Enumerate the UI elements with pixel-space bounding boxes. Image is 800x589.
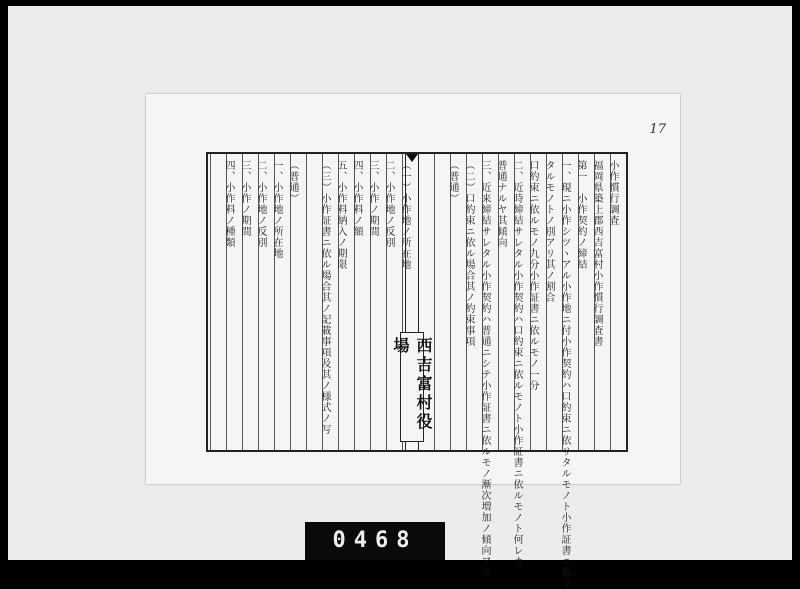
column-text: （三）小作証書ニ依ル場合其ノ記載事項及其ノ様式ノ写 (319, 160, 330, 435)
column-text: 五、小作料納入ノ期限 (335, 160, 346, 270)
column-text: 四、小作料ノ額 (351, 160, 362, 237)
column-text: 三、小作ノ期間 (367, 160, 378, 237)
column-text: 四、小作料ノ種類 (223, 160, 234, 248)
film-frame-number: 0468 (305, 522, 445, 560)
column-survey-name: 福岡県築上郡西吉富村小作慣行調査書 (591, 160, 602, 347)
column-text: 三、小作ノ期間 (239, 160, 250, 237)
column-text: （二）口約束ニ依ル場合其ノ約束事項 (463, 160, 474, 347)
column-text: 二、小作地ノ反別 (255, 160, 266, 248)
column-text: 三、近来締結サレタル小作契約ハ普通ニシテ小作証書ニ依ルモノ漸次増加ノ傾向アリ (479, 160, 490, 578)
column-text: 一、小作地ノ所在地 (271, 160, 282, 259)
mount-board (8, 6, 792, 589)
column-text: （一）小作地ノ所在地 (399, 160, 410, 270)
column-heading: （普通） (287, 160, 298, 204)
column-text: 普通ナルヤ其傾向 (495, 160, 506, 248)
column-section-1: 第一 小作契約ノ締結 (575, 160, 586, 270)
column-heading: （普通） (447, 160, 458, 204)
column-title: 小作慣行調査 (607, 160, 618, 226)
column-text: 二、近時締結サレタル小作契約ハ口約束ニ依ルモノト小作証書ニ依ルモノト何レカ (511, 160, 522, 567)
column-text: タルモノトノ別アリ其ノ割合 (543, 160, 554, 303)
page-number: 17 (649, 122, 666, 137)
column-text: 二、小作地ノ反別 (383, 160, 394, 248)
column-text: 口約束ニ依ルモノ九分小作証書ニ依ルモノ一分 (527, 160, 538, 391)
office-name: 西吉富村役場 (400, 332, 424, 442)
column-text: 一、現ニ小作シツヽアル小作地ニ付小作契約ハ口約束ニ依リタルモノト小作証書ニ依リ (559, 160, 570, 589)
